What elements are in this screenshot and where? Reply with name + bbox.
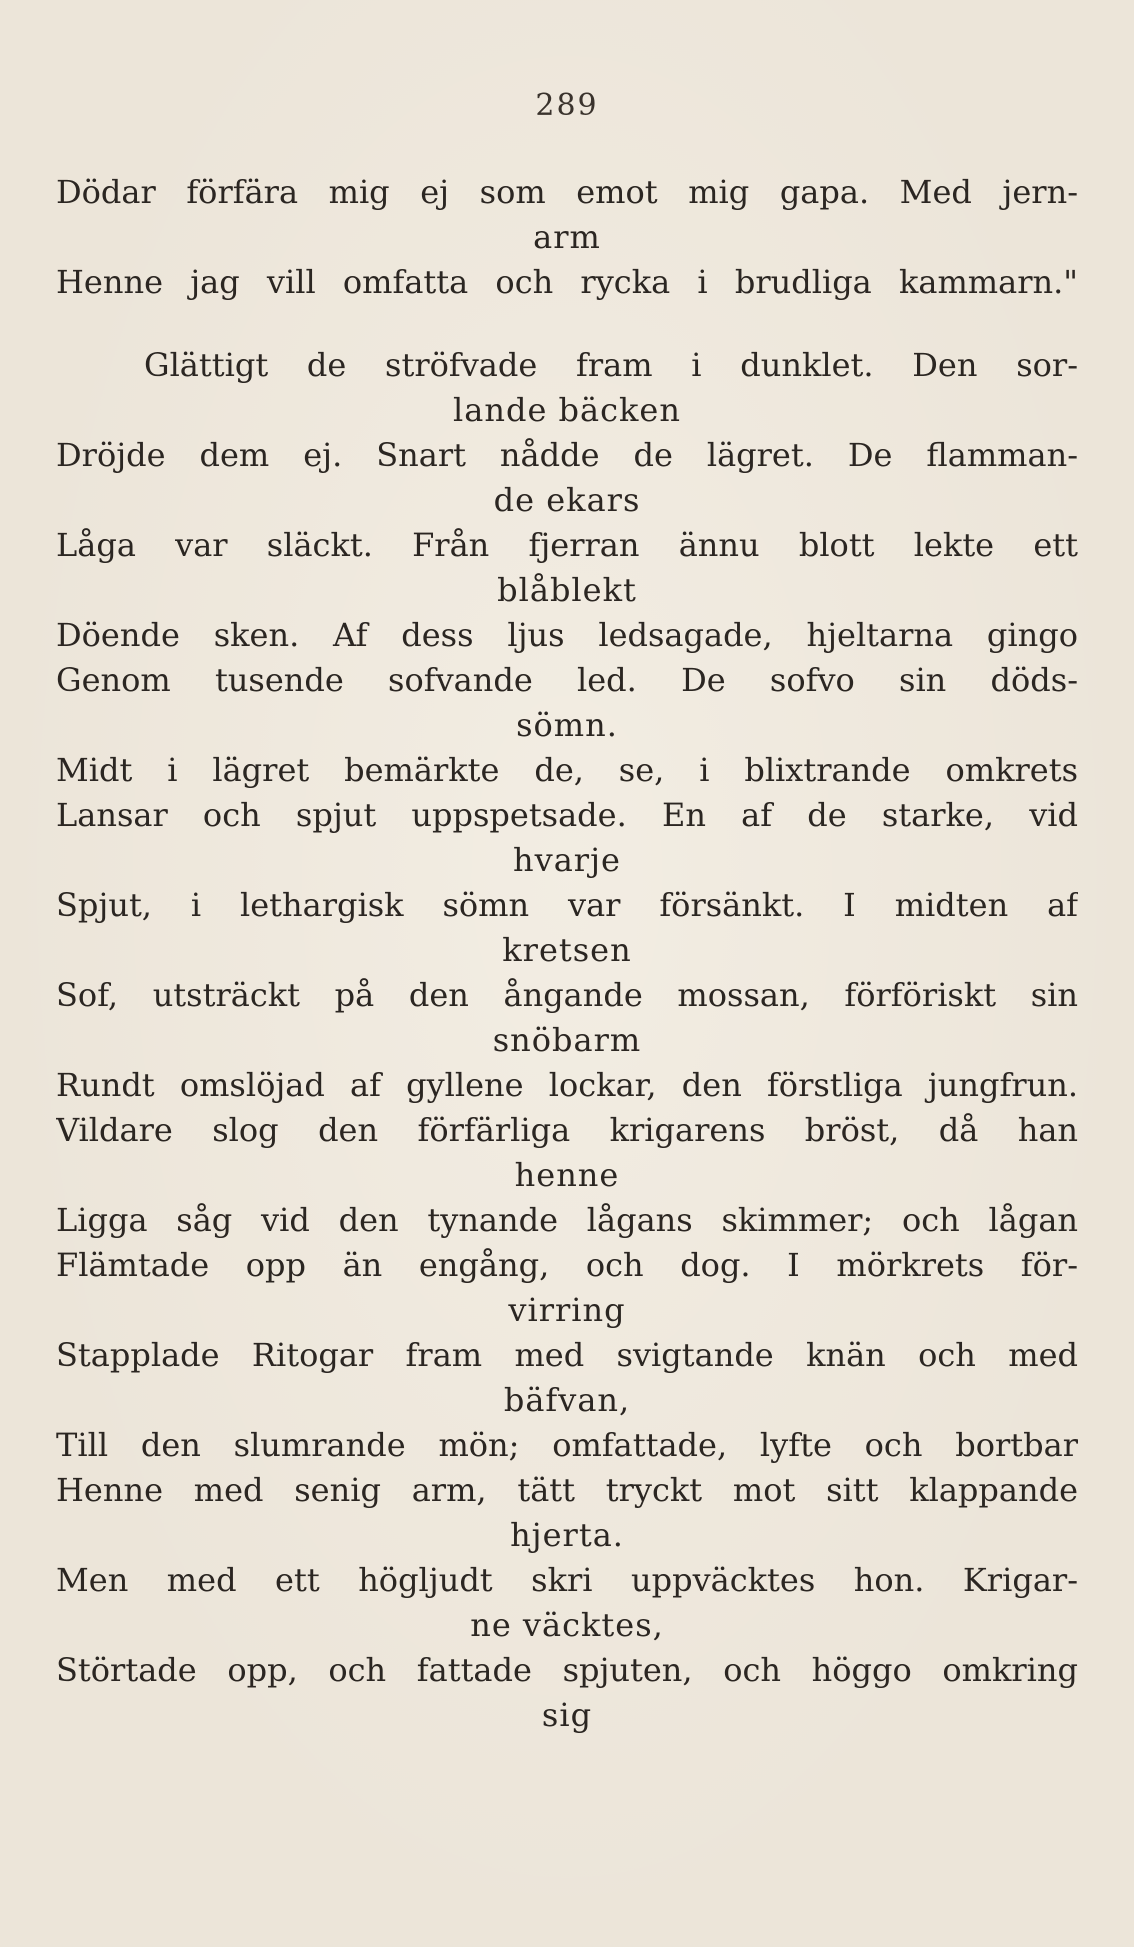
text-line: Ligga såg vid den tynande lågans skimmer; och lågan [56, 1201, 1078, 1239]
poem-text [56, 170, 1078, 1738]
text-line: Genom tusende sofvande led. De sofvo sin döds- [56, 661, 1078, 699]
turnover-line: sig [541, 1696, 593, 1734]
text-line: Låga var släckt. Från fjerran ännu blott lekte ett [56, 526, 1078, 564]
turnover-line: kretsen [502, 931, 632, 969]
text-line: Henne med senig arm, tätt tryckt mot sitt klappande [56, 1471, 1078, 1509]
text-line: Rundt omslöjad af gyllene lockar, den förstliga jungfrun. [56, 1066, 1078, 1104]
turnover-line: sömn. [516, 706, 618, 744]
turnover-line: arm [533, 218, 601, 256]
turnover-line: blåblekt [497, 571, 637, 609]
text-line: Lansar och spjut uppspetsade. En af de starke, vid [56, 796, 1078, 834]
turnover-line: ne väcktes, [470, 1606, 664, 1644]
text-line: Stapplade Ritogar fram med svigtande knän och med [56, 1336, 1078, 1374]
turnover-line: hvarje [513, 841, 621, 879]
stanza-break [56, 305, 1078, 343]
text-line: Döende sken. Af dess ljus ledsagade, hjeltarna gingo [56, 616, 1078, 654]
text-line: Vildare slog den förfärliga krigarens bröst, då han [56, 1111, 1078, 1149]
turnover-line: hjerta. [510, 1516, 624, 1554]
text-line: Henne jag vill omfatta och rycka i brudliga kammarn." [56, 263, 1078, 301]
text-line: Flämtade opp än engång, och dog. I mörkrets för- [56, 1246, 1078, 1284]
turnover-line: bäfvan, [503, 1381, 631, 1419]
turnover-line: virring [508, 1291, 626, 1329]
text-line: Glättigt de ströfvade fram i dunklet. Den sor- [144, 346, 1078, 384]
turnover-line: de ekars [493, 481, 641, 519]
text-line: Störtade opp, och fattade spjuten, och höggo omkring [56, 1651, 1078, 1689]
text-line: Spjut, i lethargisk sömn var försänkt. I midten af [56, 886, 1078, 924]
text-line: Midt i lägret bemärkte de, se, i blixtrande omkrets [56, 751, 1078, 789]
turnover-line: henne [514, 1156, 620, 1194]
page-number: 289 [535, 88, 599, 123]
text-line: Dödar förfära mig ej som emot mig gapa. Med jern- [56, 173, 1078, 211]
turnover-line: snöbarm [492, 1021, 642, 1059]
text-line: Till den slumrande mön; omfattade, lyfte och bortbar [56, 1426, 1078, 1464]
text-line: Men med ett högljudt skri uppväcktes hon. Krigar- [56, 1561, 1078, 1599]
text-line: Sof, utsträckt på den ångande mossan, förföriskt sin [56, 976, 1078, 1014]
turnover-line: lande bäcken [453, 391, 681, 429]
text-line: Dröjde dem ej. Snart nådde de lägret. De flamman- [56, 436, 1078, 474]
